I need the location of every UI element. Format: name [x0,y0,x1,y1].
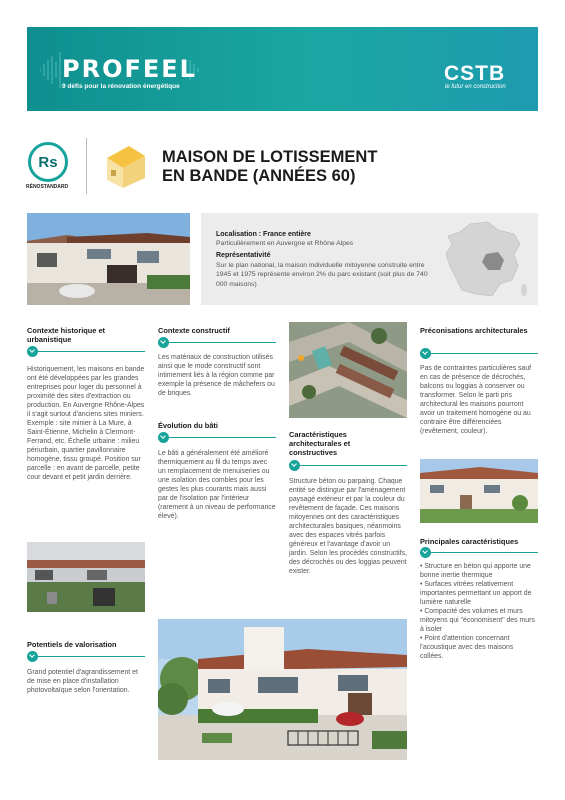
section-title-principales: Principales caractéristiques [420,537,519,546]
section-title-preconisations: Préconisations architecturales [420,326,528,335]
representativite-label: Représentativité [216,252,271,259]
chevron-down-icon [158,432,169,443]
house-render-illustration [158,619,407,760]
section-title-evolution: Évolution du bâti [158,421,218,430]
title-line-1: MAISON DE LOTISSEMENT [162,148,378,166]
localisation-text: Particulièrement en Auvergne et Rhône Alpes [216,240,354,247]
chevron-down-icon [420,547,431,558]
house-photo-row [420,459,538,523]
section-divider [158,342,276,343]
list-item: • Point d'attention concernant l'acoustique avec des maisons collées. [420,635,514,660]
title-line-2: EN BANDE (ANNÉES 60) [162,167,356,185]
renostandard-icon: Rs [28,142,68,182]
localisation-label: Localisation : France entière [216,231,311,238]
house-photo-main [27,213,190,305]
renostandard-label: RÉNOSTANDARD [26,184,69,190]
divider [86,138,87,194]
contexte-constructif-text: Les matériaux de construction utilisés ainsi que le mode constructif sont intimement liés à la région comme par exemple la présence de mâchefers ou de briques. [158,354,275,397]
france-map-icon [440,220,530,300]
section-divider [27,351,145,352]
section-title-potentiels: Potentiels de valorisation [27,640,117,649]
house-photo-facade [27,542,145,612]
chevron-down-icon [27,651,38,662]
house-icon [103,140,149,190]
list-item: • Compacité des volumes et murs mitoyens qui "économisent" des murs à isoler [420,608,535,633]
section-title-caracteristiques: Caractéristiques architecturales et constructives [289,430,351,457]
chevron-down-icon [420,348,431,359]
section-divider [27,656,145,657]
chevron-down-icon [289,460,300,471]
caracteristiques-text: Structure béton ou parpaing. Chaque entité se distingue par l'aménagement paysagé extérieur et par la couleur du revêtement de façade. Ces maisons mitoyennes ont des caractéristiques architecturales basiques, néanmoins avec des espaces vitrés parfois généreux et l'avantage d'avoir un jardin. Selon les procédés constructifs, des décrochés ou des loggias peuvent exister. [289,478,407,575]
section-title-contexte-historique: Contexte historique et urbanistique [27,326,106,344]
profeel-tagline: 9 défis pour la rénovation énergétique [62,83,180,90]
section-divider [420,552,538,553]
list-item: • Structure en béton qui apporte une bonne inertie thermique [420,563,531,579]
cstb-logo[interactable]: CSTB [444,62,506,85]
preconisations-text: Pas de contraintes particulières sauf en cas de présence de décrochés, balcons ou loggias à conserver ou transformer. Selon le parti pris architectural les maisons pourront avoir un traitement homogène ou au contraire être différenciées (revêtement, couleur). [420,365,532,435]
principales-list [420,562,538,661]
section-divider [420,353,538,354]
cstb-tagline: le futur en construction [445,84,506,90]
representativite-text: Sur le plan national, la maison individuelle mitoyenne construite entre 1945 et 1975 représente environ 2% du parc existant (soit plus de 740 000 maisons) [216,262,428,288]
chevron-down-icon [27,346,38,357]
page-title [162,148,377,186]
potentiels-text: Grand potentiel d'agrandissement et de mise en place d'installation photovoltaïque selon l'orientation. [27,669,138,694]
contexte-historique-text: Historiquement, les maisons en bande ont été développées par les grandes entreprises pour loger du personnel à proximité des sites d'extraction ou production. En Auvergne Rhône-Alpes il s'agit surtout d'anciens sites miniers. Exemple : site minier à La Mure, à Saint-Étienne, Michelin à Clermont-Ferrand, etc. Échelle urbaine : milieu périurbain, quartier pavillonnaire homogène, tissu groupé. Position sur parcelle : en avant de parcelle, petite cour devant et petit jardin derrière. [27,366,145,481]
aerial-photo [289,322,407,418]
list-item: • Surfaces vitrées relativement importantes permettant un apport de lumière naturelle [420,581,532,606]
evolution-text: Le bâti a généralement été amélioré thermiquement au fil du temps avec un remplacement de menuiseries ou une isolation des combles pour les gestes les plus courants mais aussi par de l'isolation par l'intérieur (rarement à un niveau de performance élevé). [158,450,276,520]
chevron-down-icon [158,337,169,348]
section-divider [158,437,276,438]
profeel-logo[interactable]: PROFEEL [62,55,197,83]
section-title-contexte-constructif: Contexte constructif [158,326,230,335]
section-divider [289,465,407,466]
